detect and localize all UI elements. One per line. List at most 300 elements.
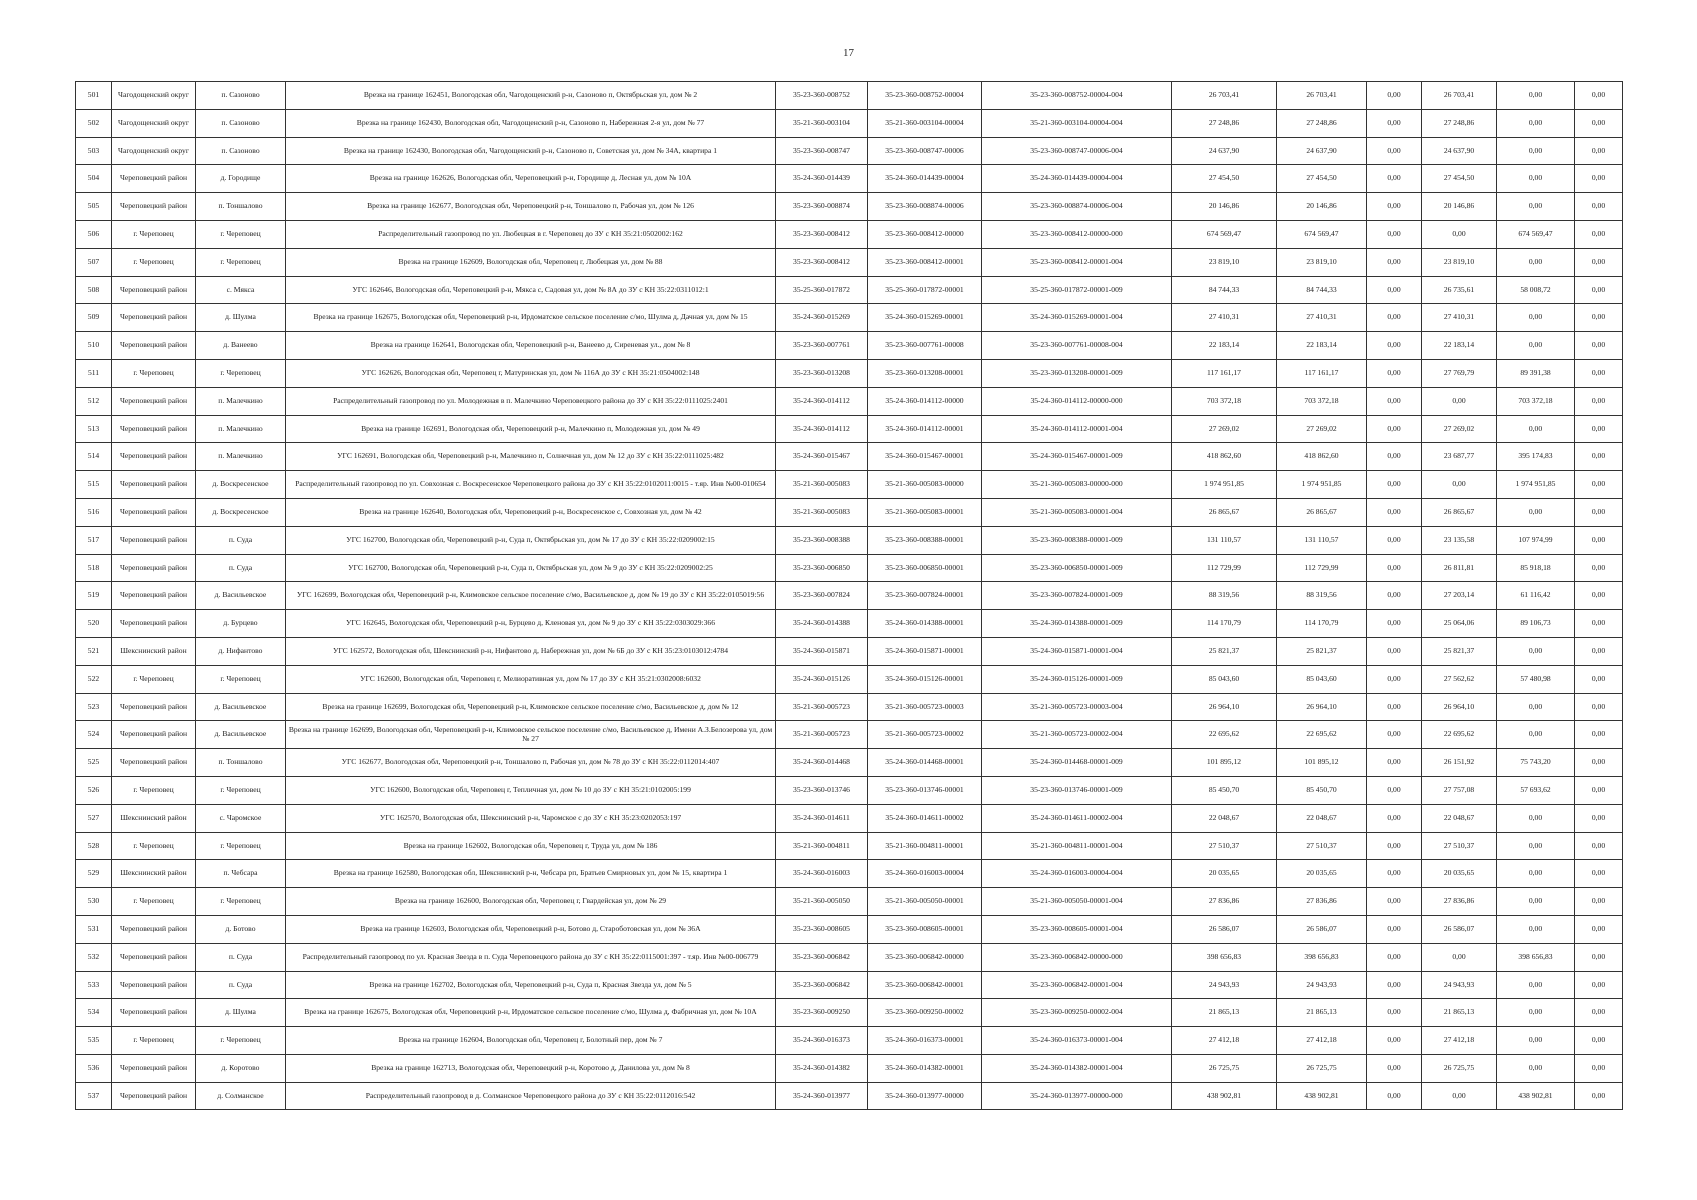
sub-code-cell: 35-24-360-016373-00001 [868, 1027, 982, 1055]
amount-total-cell: 27 510,37 [1172, 832, 1277, 860]
row-number-cell: 505 [76, 193, 112, 221]
amount-6-cell: 0,00 [1575, 415, 1623, 443]
object-code-cell: 35-24-360-014382 [776, 1054, 868, 1082]
locality-cell: д. Васильевское [196, 582, 286, 610]
amount-3-cell: 0,00 [1367, 610, 1422, 638]
amount-total-cell: 22 183,14 [1172, 332, 1277, 360]
locality-cell: д. Городище [196, 165, 286, 193]
amount-4-cell: 0,00 [1422, 387, 1497, 415]
object-description-cell: Врезка на границе 162640, Вологодская обл, Череповецкий р-н, Воскресенское с, Совхозная ул, дом № 42 [286, 498, 776, 526]
amount-4-cell: 27 757,08 [1422, 776, 1497, 804]
amount-3-cell: 0,00 [1367, 888, 1422, 916]
sub-code-cell: 35-24-360-016003-00004 [868, 860, 982, 888]
amount-6-cell: 0,00 [1575, 582, 1623, 610]
full-code-cell: 35-21-360-005083-00000-000 [982, 471, 1172, 499]
amount-5-cell: 75 743,20 [1497, 749, 1575, 777]
locality-cell: г. Череповец [196, 888, 286, 916]
amount-total-cell: 21 865,13 [1172, 999, 1277, 1027]
full-code-cell: 35-24-360-013977-00000-000 [982, 1082, 1172, 1110]
sub-code-cell: 35-24-360-015269-00001 [868, 304, 982, 332]
locality-cell: д. Солманское [196, 1082, 286, 1110]
amount-3-cell: 0,00 [1367, 582, 1422, 610]
object-code-cell: 35-25-360-017872 [776, 276, 868, 304]
locality-cell: г. Череповец [196, 832, 286, 860]
object-code-cell: 35-23-360-008412 [776, 220, 868, 248]
district-cell: Чагодощенский округ [112, 137, 196, 165]
object-code-cell: 35-21-360-004811 [776, 832, 868, 860]
amount-6-cell: 0,00 [1575, 721, 1623, 749]
row-number-cell: 502 [76, 109, 112, 137]
amount-3-cell: 0,00 [1367, 165, 1422, 193]
full-code-cell: 35-24-360-014388-00001-009 [982, 610, 1172, 638]
district-cell: Шекснинский район [112, 637, 196, 665]
amount-2-cell: 22 183,14 [1277, 332, 1367, 360]
object-code-cell: 35-24-360-014468 [776, 749, 868, 777]
district-cell: г. Череповец [112, 220, 196, 248]
district-cell: Череповецкий район [112, 443, 196, 471]
district-cell: Череповецкий район [112, 332, 196, 360]
full-code-cell: 35-23-360-013746-00001-009 [982, 776, 1172, 804]
amount-6-cell: 0,00 [1575, 1027, 1623, 1055]
amount-4-cell: 26 151,92 [1422, 749, 1497, 777]
amount-total-cell: 27 269,02 [1172, 415, 1277, 443]
district-cell: г. Череповец [112, 1027, 196, 1055]
amount-2-cell: 438 902,81 [1277, 1082, 1367, 1110]
object-code-cell: 35-21-360-005723 [776, 693, 868, 721]
object-description-cell: Врезка на границе 162699, Вологодская обл, Череповецкий р-н, Климовское сельское поселение с/мо, Васильевское д, дом № 12 [286, 693, 776, 721]
amount-4-cell: 27 203,14 [1422, 582, 1497, 610]
sub-code-cell: 35-24-360-014468-00001 [868, 749, 982, 777]
amount-4-cell: 22 695,62 [1422, 721, 1497, 749]
table-row [76, 832, 1623, 860]
object-description-cell: УГС 162691, Вологодская обл, Череповецкий р-н, Малечкино п, Солнечная ул, дом № 12 до ЗУ с КН 35:22:0111025:482 [286, 443, 776, 471]
amount-total-cell: 85 450,70 [1172, 776, 1277, 804]
row-number-cell: 529 [76, 860, 112, 888]
amount-2-cell: 131 110,57 [1277, 526, 1367, 554]
locality-cell: п. Сазоново [196, 137, 286, 165]
sub-code-cell: 35-24-360-015871-00001 [868, 637, 982, 665]
table-row [76, 665, 1623, 693]
amount-4-cell: 27 412,18 [1422, 1027, 1497, 1055]
amount-5-cell: 0,00 [1497, 498, 1575, 526]
amount-6-cell: 0,00 [1575, 804, 1623, 832]
locality-cell: г. Череповец [196, 359, 286, 387]
locality-cell: п. Суда [196, 526, 286, 554]
locality-cell: п. Суда [196, 971, 286, 999]
object-code-cell: 35-23-360-006842 [776, 943, 868, 971]
sub-code-cell: 35-24-360-014112-00001 [868, 415, 982, 443]
table-row [76, 999, 1623, 1027]
amount-4-cell: 20 035,65 [1422, 860, 1497, 888]
amount-3-cell: 0,00 [1367, 498, 1422, 526]
object-description-cell: Врезка на границе 162600, Вологодская обл, Череповец г, Гвардейская ул, дом № 29 [286, 888, 776, 916]
amount-2-cell: 114 170,79 [1277, 610, 1367, 638]
table-row [76, 582, 1623, 610]
amount-5-cell: 0,00 [1497, 721, 1575, 749]
row-number-cell: 536 [76, 1054, 112, 1082]
sub-code-cell: 35-23-360-007824-00001 [868, 582, 982, 610]
full-code-cell: 35-21-360-005083-00001-004 [982, 498, 1172, 526]
table-row [76, 165, 1623, 193]
locality-cell: д. Ботово [196, 915, 286, 943]
locality-cell: д. Воскресенское [196, 471, 286, 499]
object-description-cell: УГС 162600, Вологодская обл, Череповец г, Мелиоративная ул, дом № 17 до ЗУ с КН 35:21:0302008:6032 [286, 665, 776, 693]
table-row [76, 776, 1623, 804]
table-row [76, 387, 1623, 415]
full-code-cell: 35-23-360-007824-00001-009 [982, 582, 1172, 610]
district-cell: Череповецкий район [112, 415, 196, 443]
amount-4-cell: 0,00 [1422, 1082, 1497, 1110]
object-code-cell: 35-23-360-006842 [776, 971, 868, 999]
full-code-cell: 35-21-360-003104-00004-004 [982, 109, 1172, 137]
row-number-cell: 514 [76, 443, 112, 471]
row-number-cell: 515 [76, 471, 112, 499]
locality-cell: д. Шулма [196, 999, 286, 1027]
amount-6-cell: 0,00 [1575, 610, 1623, 638]
object-description-cell: Врезка на границе 162451, Вологодская обл, Чагодощенский р-н, Сазоново п, Октябрьская ул, дом № 2 [286, 82, 776, 110]
amount-2-cell: 26 586,07 [1277, 915, 1367, 943]
full-code-cell: 35-23-360-008412-00000-000 [982, 220, 1172, 248]
amount-3-cell: 0,00 [1367, 999, 1422, 1027]
sub-code-cell: 35-24-360-014382-00001 [868, 1054, 982, 1082]
sub-code-cell: 35-21-360-003104-00004 [868, 109, 982, 137]
amount-6-cell: 0,00 [1575, 915, 1623, 943]
full-code-cell: 35-23-360-006842-00000-000 [982, 943, 1172, 971]
object-code-cell: 35-23-360-008412 [776, 248, 868, 276]
amount-6-cell: 0,00 [1575, 193, 1623, 221]
amount-5-cell: 0,00 [1497, 109, 1575, 137]
object-code-cell: 35-24-360-013977 [776, 1082, 868, 1110]
locality-cell: г. Череповец [196, 248, 286, 276]
amount-5-cell: 89 106,73 [1497, 610, 1575, 638]
amount-3-cell: 0,00 [1367, 554, 1422, 582]
amount-6-cell: 0,00 [1575, 82, 1623, 110]
amount-total-cell: 26 586,07 [1172, 915, 1277, 943]
table-row [76, 415, 1623, 443]
sub-code-cell: 35-23-360-008605-00001 [868, 915, 982, 943]
row-number-cell: 524 [76, 721, 112, 749]
amount-2-cell: 112 729,99 [1277, 554, 1367, 582]
table-row [76, 193, 1623, 221]
sub-code-cell: 35-23-360-006850-00001 [868, 554, 982, 582]
object-description-cell: Распределительный газопровод по ул. Совхозная с. Воскресенское Череповецкого района до ЗУ с КН 35:22:0102011:0015 - т.яр. Инв №00-010654 [286, 471, 776, 499]
amount-4-cell: 27 454,50 [1422, 165, 1497, 193]
amount-3-cell: 0,00 [1367, 109, 1422, 137]
amount-total-cell: 398 656,83 [1172, 943, 1277, 971]
amount-6-cell: 0,00 [1575, 248, 1623, 276]
locality-cell: д. Бурцево [196, 610, 286, 638]
amount-2-cell: 27 269,02 [1277, 415, 1367, 443]
object-code-cell: 35-21-360-003104 [776, 109, 868, 137]
locality-cell: п. Малечкино [196, 387, 286, 415]
locality-cell: г. Череповец [196, 776, 286, 804]
full-code-cell: 35-24-360-015126-00001-009 [982, 665, 1172, 693]
amount-2-cell: 27 412,18 [1277, 1027, 1367, 1055]
amount-5-cell: 0,00 [1497, 193, 1575, 221]
table-row [76, 248, 1623, 276]
amount-5-cell: 398 656,83 [1497, 943, 1575, 971]
district-cell: Чагодощенский округ [112, 109, 196, 137]
full-code-cell: 35-24-360-016003-00004-004 [982, 860, 1172, 888]
row-number-cell: 535 [76, 1027, 112, 1055]
sub-code-cell: 35-23-360-006842-00001 [868, 971, 982, 999]
district-cell: Череповецкий район [112, 915, 196, 943]
table-row [76, 804, 1623, 832]
row-number-cell: 507 [76, 248, 112, 276]
district-cell: Череповецкий район [112, 498, 196, 526]
object-description-cell: Врезка на границе 162602, Вологодская обл, Череповец г, Труда ул, дом № 186 [286, 832, 776, 860]
amount-total-cell: 27 412,18 [1172, 1027, 1277, 1055]
sub-code-cell: 35-23-360-008752-00004 [868, 82, 982, 110]
amount-6-cell: 0,00 [1575, 888, 1623, 916]
object-code-cell: 35-23-360-008874 [776, 193, 868, 221]
row-number-cell: 506 [76, 220, 112, 248]
registry-body [76, 82, 1623, 1110]
amount-total-cell: 27 248,86 [1172, 109, 1277, 137]
registry-table [75, 81, 1623, 1110]
object-description-cell: Врезка на границе 162677, Вологодская обл, Череповецкий р-н, Тоншалово п, Рабочая ул, дом № 126 [286, 193, 776, 221]
table-row [76, 276, 1623, 304]
amount-6-cell: 0,00 [1575, 832, 1623, 860]
row-number-cell: 521 [76, 637, 112, 665]
object-code-cell: 35-21-360-005083 [776, 498, 868, 526]
amount-6-cell: 0,00 [1575, 637, 1623, 665]
object-code-cell: 35-24-360-014611 [776, 804, 868, 832]
district-cell: Череповецкий район [112, 693, 196, 721]
amount-2-cell: 27 248,86 [1277, 109, 1367, 137]
row-number-cell: 503 [76, 137, 112, 165]
object-code-cell: 35-24-360-014112 [776, 387, 868, 415]
amount-total-cell: 26 865,67 [1172, 498, 1277, 526]
amount-6-cell: 0,00 [1575, 860, 1623, 888]
amount-6-cell: 0,00 [1575, 498, 1623, 526]
amount-4-cell: 20 146,86 [1422, 193, 1497, 221]
object-code-cell: 35-23-360-007824 [776, 582, 868, 610]
amount-3-cell: 0,00 [1367, 443, 1422, 471]
amount-3-cell: 0,00 [1367, 220, 1422, 248]
amount-4-cell: 23 135,58 [1422, 526, 1497, 554]
full-code-cell: 35-24-360-014112-00001-004 [982, 415, 1172, 443]
amount-total-cell: 1 974 951,85 [1172, 471, 1277, 499]
amount-6-cell: 0,00 [1575, 971, 1623, 999]
sub-code-cell: 35-24-360-014112-00000 [868, 387, 982, 415]
row-number-cell: 530 [76, 888, 112, 916]
amount-6-cell: 0,00 [1575, 526, 1623, 554]
object-description-cell: Врезка на границе 162580, Вологодская обл, Шекснинский р-н, Чебсара рп, Братьев Смирновых ул, дом № 15, квартира 1 [286, 860, 776, 888]
full-code-cell: 35-21-360-005723-00002-004 [982, 721, 1172, 749]
object-code-cell: 35-23-360-013746 [776, 776, 868, 804]
row-number-cell: 516 [76, 498, 112, 526]
amount-2-cell: 20 146,86 [1277, 193, 1367, 221]
object-code-cell: 35-21-360-005050 [776, 888, 868, 916]
row-number-cell: 532 [76, 943, 112, 971]
amount-5-cell: 0,00 [1497, 165, 1575, 193]
amount-4-cell: 24 943,93 [1422, 971, 1497, 999]
amount-6-cell: 0,00 [1575, 999, 1623, 1027]
amount-4-cell: 0,00 [1422, 943, 1497, 971]
row-number-cell: 522 [76, 665, 112, 693]
amount-total-cell: 27 410,31 [1172, 304, 1277, 332]
object-code-cell: 35-21-360-005723 [776, 721, 868, 749]
amount-3-cell: 0,00 [1367, 276, 1422, 304]
amount-6-cell: 0,00 [1575, 109, 1623, 137]
table-row [76, 888, 1623, 916]
amount-5-cell: 0,00 [1497, 804, 1575, 832]
table-row [76, 526, 1623, 554]
row-number-cell: 504 [76, 165, 112, 193]
full-code-cell: 35-23-360-008747-00006-004 [982, 137, 1172, 165]
amount-4-cell: 27 269,02 [1422, 415, 1497, 443]
amount-4-cell: 27 562,62 [1422, 665, 1497, 693]
locality-cell: с. Мякса [196, 276, 286, 304]
object-code-cell: 35-24-360-016003 [776, 860, 868, 888]
full-code-cell: 35-21-360-005050-00001-004 [982, 888, 1172, 916]
object-code-cell: 35-23-360-006850 [776, 554, 868, 582]
full-code-cell: 35-23-360-008874-00006-004 [982, 193, 1172, 221]
amount-2-cell: 21 865,13 [1277, 999, 1367, 1027]
amount-2-cell: 85 043,60 [1277, 665, 1367, 693]
row-number-cell: 519 [76, 582, 112, 610]
amount-4-cell: 21 865,13 [1422, 999, 1497, 1027]
district-cell: Череповецкий район [112, 721, 196, 749]
amount-4-cell: 0,00 [1422, 471, 1497, 499]
full-code-cell: 35-24-360-014112-00000-000 [982, 387, 1172, 415]
amount-3-cell: 0,00 [1367, 721, 1422, 749]
amount-6-cell: 0,00 [1575, 749, 1623, 777]
amount-total-cell: 26 703,41 [1172, 82, 1277, 110]
object-description-cell: Врезка на границе 162675, Вологодская обл, Череповецкий р-н, Ирдоматское сельское поселение с/мо, Шулма д, Дачная ул, дом № 15 [286, 304, 776, 332]
amount-total-cell: 418 862,60 [1172, 443, 1277, 471]
district-cell: Череповецкий район [112, 165, 196, 193]
amount-total-cell: 26 725,75 [1172, 1054, 1277, 1082]
locality-cell: п. Малечкино [196, 415, 286, 443]
amount-total-cell: 27 836,86 [1172, 888, 1277, 916]
district-cell: Череповецкий район [112, 526, 196, 554]
amount-5-cell: 57 693,62 [1497, 776, 1575, 804]
amount-5-cell: 61 116,42 [1497, 582, 1575, 610]
object-code-cell: 35-23-360-008747 [776, 137, 868, 165]
amount-4-cell: 27 836,86 [1422, 888, 1497, 916]
sub-code-cell: 35-21-360-005723-00002 [868, 721, 982, 749]
amount-3-cell: 0,00 [1367, 415, 1422, 443]
amount-2-cell: 85 450,70 [1277, 776, 1367, 804]
object-description-cell: Врезка на границе 162702, Вологодская обл, Череповецкий р-н, Суда п, Красная Звезда ул, дом № 5 [286, 971, 776, 999]
amount-2-cell: 27 454,50 [1277, 165, 1367, 193]
amount-2-cell: 27 410,31 [1277, 304, 1367, 332]
amount-6-cell: 0,00 [1575, 165, 1623, 193]
locality-cell: с. Чаромское [196, 804, 286, 832]
locality-cell: п. Суда [196, 554, 286, 582]
amount-total-cell: 84 744,33 [1172, 276, 1277, 304]
district-cell: г. Череповец [112, 248, 196, 276]
locality-cell: д. Нифантово [196, 637, 286, 665]
amount-total-cell: 25 821,37 [1172, 637, 1277, 665]
district-cell: Череповецкий район [112, 387, 196, 415]
amount-2-cell: 27 836,86 [1277, 888, 1367, 916]
amount-2-cell: 20 035,65 [1277, 860, 1367, 888]
amount-6-cell: 0,00 [1575, 693, 1623, 721]
row-number-cell: 531 [76, 915, 112, 943]
amount-total-cell: 703 372,18 [1172, 387, 1277, 415]
table-row [76, 860, 1623, 888]
table-row [76, 443, 1623, 471]
locality-cell: д. Воскресенское [196, 498, 286, 526]
row-number-cell: 537 [76, 1082, 112, 1110]
amount-4-cell: 27 769,79 [1422, 359, 1497, 387]
object-description-cell: УГС 162700, Вологодская обл, Череповецкий р-н, Суда п, Октябрьская ул, дом № 17 до ЗУ с КН 35:22:0209002:15 [286, 526, 776, 554]
amount-5-cell: 107 974,99 [1497, 526, 1575, 554]
district-cell: г. Череповец [112, 776, 196, 804]
full-code-cell: 35-23-360-007761-00008-004 [982, 332, 1172, 360]
amount-5-cell: 0,00 [1497, 332, 1575, 360]
locality-cell: д. Коротово [196, 1054, 286, 1082]
full-code-cell: 35-24-360-016373-00001-004 [982, 1027, 1172, 1055]
full-code-cell: 35-23-360-008412-00001-004 [982, 248, 1172, 276]
table-row [76, 749, 1623, 777]
amount-6-cell: 0,00 [1575, 1054, 1623, 1082]
sub-code-cell: 35-23-360-008412-00000 [868, 220, 982, 248]
object-description-cell: Врезка на границе 162430, Вологодская обл, Чагодощенский р-н, Сазоново п, Набережная 2-я ул, дом № 77 [286, 109, 776, 137]
table-row [76, 82, 1623, 110]
object-description-cell: Врезка на границе 162609, Вологодская обл, Череповец г, Любецкая ул, дом № 88 [286, 248, 776, 276]
district-cell: г. Череповец [112, 665, 196, 693]
table-row [76, 498, 1623, 526]
amount-total-cell: 23 819,10 [1172, 248, 1277, 276]
sub-code-cell: 35-21-360-005050-00001 [868, 888, 982, 916]
row-number-cell: 523 [76, 693, 112, 721]
amount-total-cell: 22 695,62 [1172, 721, 1277, 749]
amount-2-cell: 22 695,62 [1277, 721, 1367, 749]
sub-code-cell: 35-24-360-015126-00001 [868, 665, 982, 693]
table-row [76, 1054, 1623, 1082]
row-number-cell: 510 [76, 332, 112, 360]
district-cell: Череповецкий район [112, 1054, 196, 1082]
amount-3-cell: 0,00 [1367, 860, 1422, 888]
district-cell: Шекснинский район [112, 804, 196, 832]
amount-4-cell: 23 687,77 [1422, 443, 1497, 471]
row-number-cell: 511 [76, 359, 112, 387]
object-description-cell: Врезка на границе 162430, Вологодская обл, Чагодощенский р-н, Сазоново п, Советская ул, дом № 34А, квартира 1 [286, 137, 776, 165]
amount-2-cell: 25 821,37 [1277, 637, 1367, 665]
amount-4-cell: 26 725,75 [1422, 1054, 1497, 1082]
full-code-cell: 35-24-360-014611-00002-004 [982, 804, 1172, 832]
row-number-cell: 526 [76, 776, 112, 804]
amount-4-cell: 26 865,67 [1422, 498, 1497, 526]
object-code-cell: 35-23-360-008752 [776, 82, 868, 110]
sub-code-cell: 35-23-360-008874-00006 [868, 193, 982, 221]
amount-5-cell: 0,00 [1497, 137, 1575, 165]
amount-3-cell: 0,00 [1367, 749, 1422, 777]
amount-total-cell: 22 048,67 [1172, 804, 1277, 832]
amount-6-cell: 0,00 [1575, 359, 1623, 387]
amount-total-cell: 20 035,65 [1172, 860, 1277, 888]
object-description-cell: УГС 162700, Вологодская обл, Череповецкий р-н, Суда п, Октябрьская ул, дом № 9 до ЗУ с КН 35:22:0209002:25 [286, 554, 776, 582]
amount-3-cell: 0,00 [1367, 332, 1422, 360]
sub-code-cell: 35-25-360-017872-00001 [868, 276, 982, 304]
district-cell: Череповецкий район [112, 971, 196, 999]
table-row [76, 971, 1623, 999]
row-number-cell: 528 [76, 832, 112, 860]
locality-cell: п. Тоншалово [196, 749, 286, 777]
amount-total-cell: 85 043,60 [1172, 665, 1277, 693]
district-cell: Череповецкий район [112, 610, 196, 638]
district-cell: Чагодощенский округ [112, 82, 196, 110]
locality-cell: п. Сазоново [196, 82, 286, 110]
page-number: 17 [843, 47, 854, 59]
sub-code-cell: 35-24-360-014611-00002 [868, 804, 982, 832]
amount-5-cell: 0,00 [1497, 637, 1575, 665]
row-number-cell: 501 [76, 82, 112, 110]
